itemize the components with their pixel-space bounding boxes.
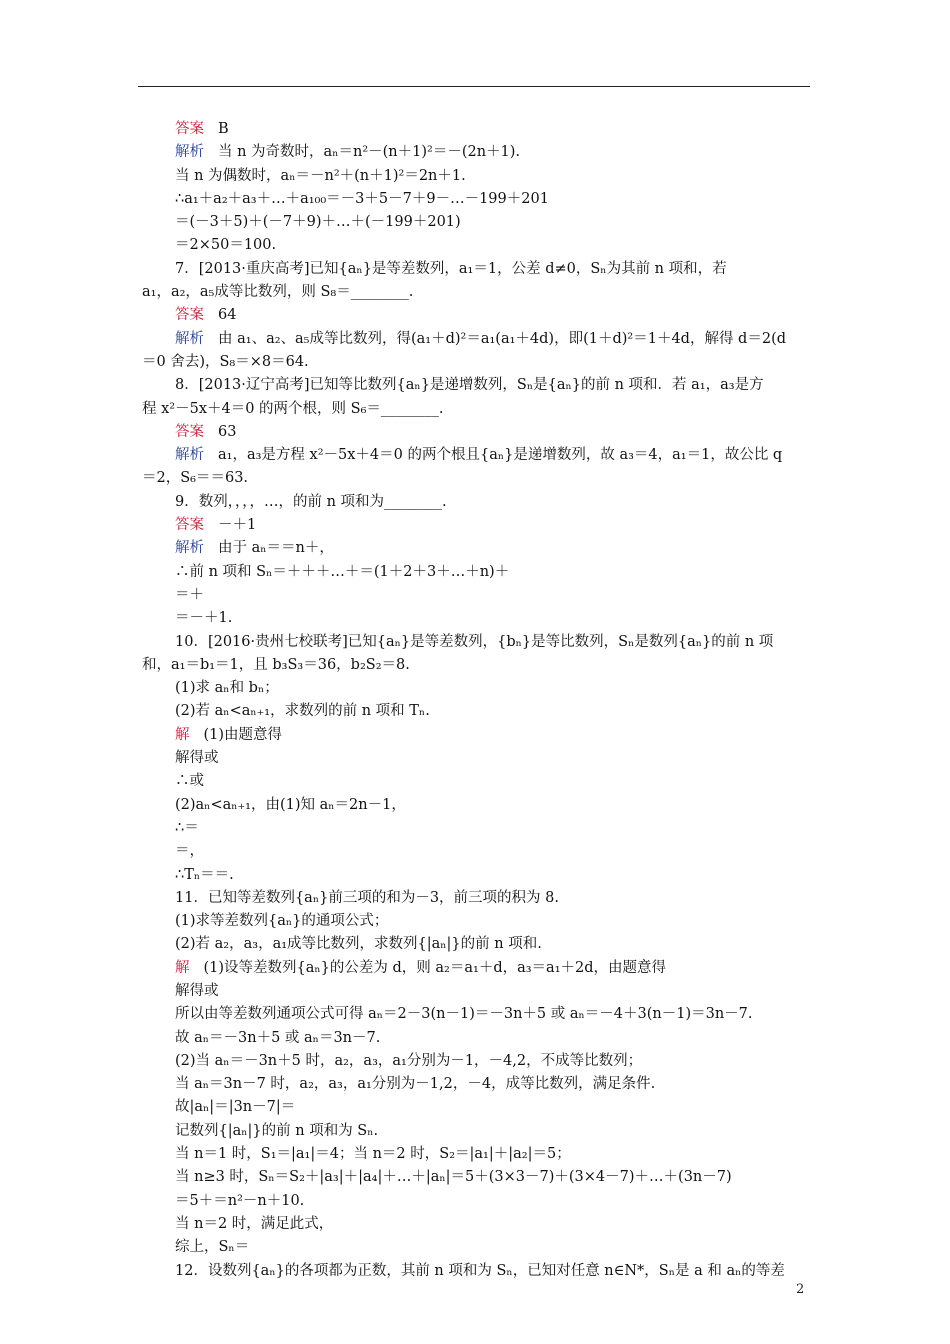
line-text: ∴＝ [175,819,199,836]
line-text: 所以由等差数列通项公式可得 aₙ＝2－3(n－1)＝－3n＋5 或 aₙ＝－4＋3(n－1)＝3n－7. [175,1006,753,1023]
text-line [175,677,815,700]
line-text: 10．[2016·贵州七校联考]已知{aₙ}是等差数列，{bₙ}是等比数列，Sₙ是数列{aₙ}的前 n 项 [175,633,774,650]
text-line [175,328,815,351]
line-text: (2)当 aₙ＝－3n＋5 时，a₂，a₃，a₁分别为－1，－4,2，不成等比数列； [175,1052,643,1069]
text-line [175,700,815,723]
text-line [175,584,815,607]
line-text: ＝－＋1. [175,610,233,627]
text-line [175,1050,815,1073]
line-text: 当 n 为奇数时，aₙ＝n²－(n＋1)²＝－(2n＋1). [218,144,521,161]
line-text: ＝2，S₆＝＝63. [142,470,249,487]
line-text: 由 a₁、a₂、a₅成等比数列，得(a₁＋d)²＝a₁(a₁＋4d)，即(1＋d)²＝1＋4d，解得 d＝2(d [218,330,787,347]
text-line [175,794,815,817]
text-line [175,631,815,654]
label-tag: 解 [175,959,190,976]
line-text: (1)求等差数列{aₙ}的通项公式； [175,913,389,930]
line-text: 程 x²－5x＋4＝0 的两个根，则 S₆＝________. [142,400,444,417]
line-text: B [218,121,229,137]
text-line [175,514,815,537]
text-line [175,421,815,444]
text-line [175,980,815,1003]
text-line [175,118,815,141]
label-tag: 解析 [175,447,204,464]
text-line [142,281,815,304]
line-text: ＝2×50＝100. [175,237,277,254]
text-line [175,1073,815,1096]
line-text: (1)设等差数列{aₙ}的公差为 d，则 a₂＝a₁＋d，a₃＝a₁＋2d，由题意得 [203,959,667,976]
document-body [142,118,815,1283]
text-line [175,1143,815,1166]
line-text: 当 aₙ＝3n－7 时，a₂，a₃，a₁分别为－1,2，－4，成等比数列，满足条件. [175,1076,656,1093]
line-text: ∴a₁＋a₂＋a₃＋…＋a₁₀₀＝－3＋5－7＋9－…－199＋201 [175,190,549,207]
text-line [175,840,815,863]
label-tag: 答案 [175,517,204,534]
line-text: 综上，Sₙ＝ [175,1239,250,1256]
line-text: (2)若 aₙ<aₙ₊₁，求数列的前 n 项和 Tₙ. [175,703,430,720]
line-text: 由于 aₙ＝＝n＋， [218,540,334,557]
text-line [175,1236,815,1259]
line-text: (1)求 aₙ和 bₙ； [175,680,279,697]
line-text: 63 [218,423,237,440]
text-line [175,817,815,840]
line-text: 当 n＝2 时，满足此式， [175,1215,334,1232]
page-number: 2 [796,1282,805,1297]
line-text: ∴Tₙ＝＝. [175,866,234,883]
text-line [175,957,815,980]
line-text: ∴或 [175,773,204,790]
text-line [175,1096,815,1119]
line-text: ＝(－3＋5)＋(－7＋9)＋…＋(－199＋201) [175,214,461,231]
line-text: 故 aₙ＝－3n＋5 或 aₙ＝3n－7. [175,1029,381,1046]
line-text: －＋1 [218,517,257,534]
text-line [175,165,815,188]
line-text: ＝， [175,843,204,860]
text-line [175,887,815,910]
text-line [175,444,815,467]
line-text: ∴前 n 项和 Sₙ＝＋＋＋…＋＝(1＋2＋3＋…＋n)＋ [175,563,510,580]
label-tag: 解析 [175,144,204,161]
line-text: 当 n 为偶数时，aₙ＝－n²＋(n＋1)²＝2n＋1. [175,167,466,184]
text-line [175,304,815,327]
line-text: 8．[2013·辽宁高考]已知等比数列{aₙ}是递增数列，Sₙ是{aₙ}的前 n 项和．若 a₁，a₃是方 [175,377,764,394]
line-text: 当 n≥3 时，Sₙ＝S₂＋|a₃|＋|a₄|＋…＋|aₙ|＝5＋(3×3－7)＋(3×4－7)＋…＋(3n－7) [175,1169,732,1186]
line-text: 记数列{|aₙ|}的前 n 项和为 Sₙ. [175,1122,379,1139]
text-line [175,864,815,887]
label-tag: 答案 [175,121,204,137]
text-line [175,1166,815,1189]
line-text: 解得或 [175,982,219,999]
text-line [175,607,815,630]
text-line [175,1027,815,1050]
line-text: 当 n＝1 时，S₁＝|a₁|＝4；当 n＝2 时，S₂＝|a₁|＋|a₂|＝5； [175,1146,571,1163]
label-tag: 答案 [175,307,204,324]
line-text: 11．已知等差数列{aₙ}前三项的和为－3，前三项的积为 8. [175,889,559,906]
line-text: 12．设数列{aₙ}的各项都为正数，其前 n 项和为 Sₙ，已知对任意 n∈N*，Sₙ是 a 和 aₙ的等差 [175,1262,785,1279]
text-line [142,351,815,374]
text-line [175,258,815,281]
text-line [175,211,815,234]
text-line [175,1260,815,1283]
text-line [142,467,815,490]
text-line [175,234,815,257]
text-line [175,561,815,584]
line-text: (1)由题意得 [203,726,283,743]
label-tag: 解析 [175,540,204,557]
line-text: 故|aₙ|＝|3n－7|＝ [175,1099,296,1116]
text-line [175,1213,815,1236]
header-rule [138,86,810,87]
label-tag: 解析 [175,330,204,347]
label-tag: 答案 [175,423,204,440]
line-text: 7．[2013·重庆高考]已知{aₙ}是等差数列，a₁＝1，公差 d≠0，Sₙ为其前 n 项和，若 [175,260,727,277]
text-line [175,910,815,933]
text-line [175,374,815,397]
line-text: a₁，a₂，a₅成等比数列，则 S₈＝________. [142,284,414,301]
line-text: (2)若 a₂，a₃，a₁成等比数列，求数列{|aₙ|}的前 n 项和. [175,936,542,953]
line-text: ＝0 舍去)，S₈＝×8＝64. [142,353,309,370]
text-line [175,724,815,747]
text-line [175,933,815,956]
text-line [142,654,815,677]
text-line [175,188,815,211]
label-tag: 解 [175,726,190,743]
line-text: ＝5＋＝n²－n＋10. [175,1192,305,1209]
line-text: (2)aₙ<aₙ₊₁，由(1)知 aₙ＝2n－1， [175,796,406,813]
line-text: 解得或 [175,750,219,767]
line-text: 64 [218,307,237,324]
line-text: 9．数列，，，，…，的前 n 项和为________. [175,493,447,510]
text-line [175,747,815,770]
line-text: 和，a₁＝b₁＝1，且 b₃S₃＝36，b₂S₂＝8. [142,656,410,673]
text-line [175,141,815,164]
line-text: ＝＋ [175,586,204,603]
text-line [175,1120,815,1143]
text-line [175,537,815,560]
text-line [175,1190,815,1213]
text-line [142,398,815,421]
text-line [175,1003,815,1026]
line-text: a₁，a₃是方程 x²－5x＋4＝0 的两个根且{aₙ}是递增数列，故 a₃＝4，a₁＝1，故公比 q [218,447,783,464]
text-line [175,491,815,514]
text-line [175,770,815,793]
